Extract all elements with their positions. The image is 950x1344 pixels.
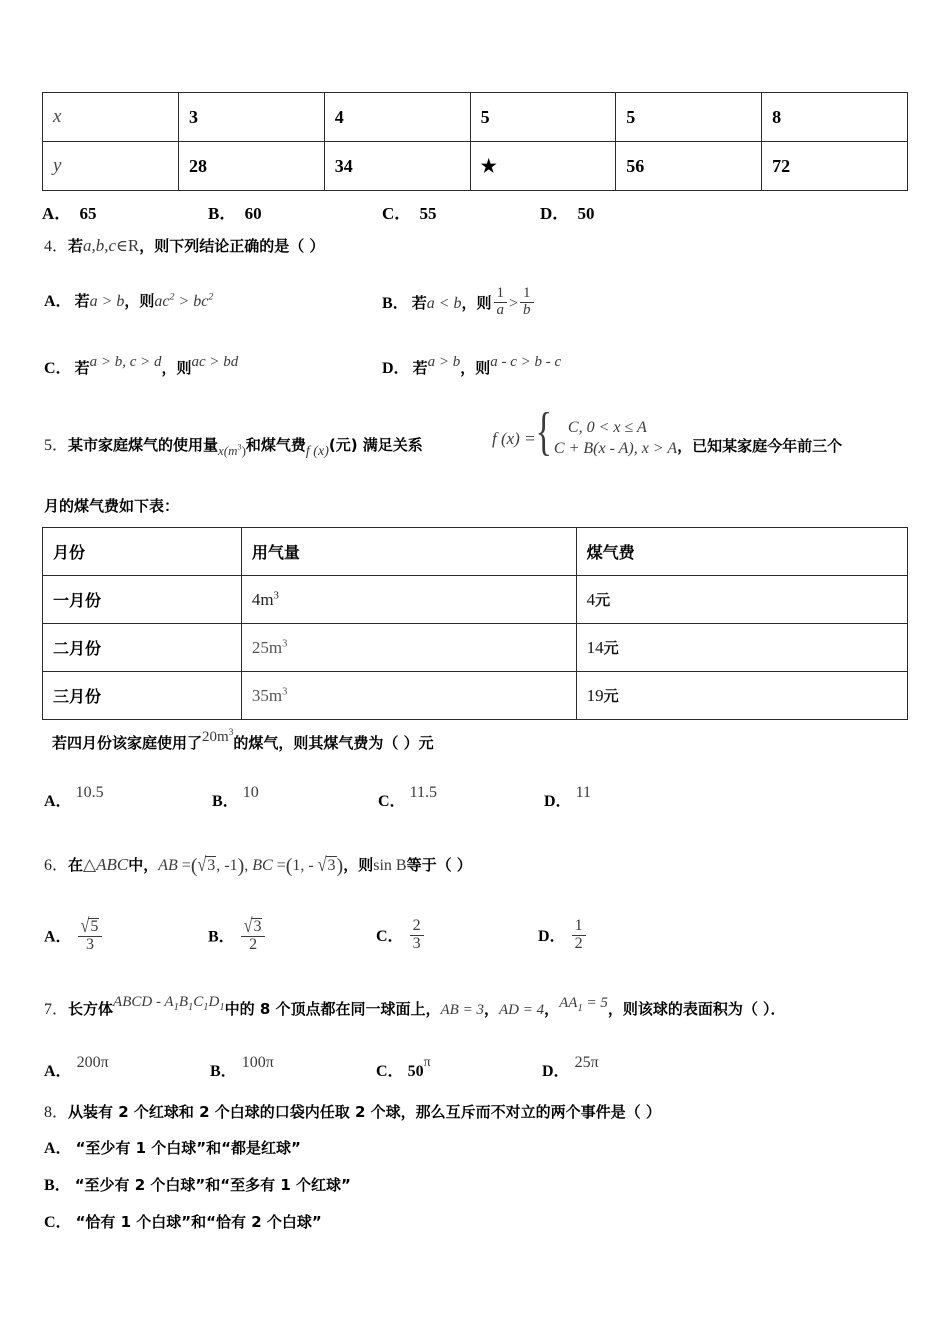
fraction-denominator: a [496, 301, 505, 318]
table-header-cell [576, 528, 907, 576]
table-cell-star: ★ [470, 142, 616, 191]
piecewise-function [492, 403, 843, 462]
question-number: 8． [44, 1104, 69, 1121]
fraction-sqrt5-over-3 [78, 915, 103, 954]
q3-option-c[interactable] [382, 199, 437, 224]
question-8-stem [44, 1099, 661, 1122]
option-ze: ，则 [161, 359, 192, 377]
question-5-followup [52, 728, 434, 753]
vector-ab-name: AB [158, 857, 178, 874]
edge-aa1-value [559, 995, 608, 1014]
fraction-numerator [78, 915, 103, 937]
option-ruo: 若 [74, 292, 90, 310]
comma: , [216, 857, 225, 874]
option-letter-d: D． [544, 793, 572, 810]
separator-2: ， [544, 1000, 560, 1018]
q6-option-d[interactable] [538, 916, 588, 955]
table-cell-usage [241, 624, 576, 672]
q8-option-b[interactable] [44, 1172, 351, 1195]
option-text-d: 25π [574, 1054, 599, 1071]
option-text-b: “至少有 2 个白球”和“至多有 1 个红球” [74, 1176, 351, 1194]
option-letter-b: B． [44, 1177, 71, 1194]
month-label: 一月份 [53, 591, 102, 610]
stem-text-1: 若 [68, 237, 84, 255]
option-letter-b: B． [212, 793, 239, 810]
option-condition: a > b, c > d [89, 354, 162, 370]
table-cell: 34 [324, 142, 470, 191]
followup-text-2: 的煤气，则其煤气费为（ ）元 [233, 734, 434, 752]
stem-text-2: 中的 8 个顶点都在同一球面上， [224, 1000, 441, 1018]
fraction-numerator: 1 [494, 286, 508, 303]
solid-base: ABCD - A [113, 994, 174, 1010]
paren-close: ) [237, 855, 245, 877]
fee-number: 19 [586, 686, 604, 705]
stem-in-symbol: ∈ [116, 238, 128, 255]
table-cell: 5 [616, 93, 762, 142]
option-text-c-pi: π [423, 1055, 431, 1070]
fee-unit: 元 [603, 687, 619, 705]
comma-3: , - [300, 857, 318, 874]
stem-text-3: (元) 满足关系 [328, 436, 423, 454]
option-condition: a < b [426, 295, 462, 313]
question-4-stem [44, 233, 325, 256]
fee-value [587, 638, 619, 657]
option-letter-c: C． [376, 1063, 404, 1080]
q6-option-b[interactable] [208, 915, 267, 956]
stem-text-1: 在 [68, 856, 84, 874]
radicand: 3 [253, 917, 262, 935]
case-row-1: C, 0 < x ≤ A [567, 419, 647, 437]
paren-open: ( [190, 855, 198, 877]
fraction-denominator: 2 [249, 935, 258, 953]
q6-option-a[interactable] [44, 915, 104, 956]
concl-base-1: ac [154, 293, 170, 310]
q4-option-c[interactable] [44, 355, 238, 378]
fraction-numerator: 1 [572, 918, 586, 936]
fraction-numerator [241, 915, 266, 937]
q6-option-c[interactable] [376, 916, 426, 955]
stem-text-1: 某市家庭煤气的使用量 [68, 436, 219, 454]
table-header-cell [241, 528, 576, 576]
question-5-stem-line1 [44, 432, 423, 459]
gas-fee-table [42, 527, 908, 720]
case-row-2: C + B(x - A), x > A [553, 440, 678, 458]
option-letter-a: A． [44, 1140, 72, 1157]
fee-value [587, 686, 619, 705]
stem-set-R: R [127, 236, 140, 255]
fee-unit: 元 [595, 591, 611, 609]
function-f-of-x: f (x) [305, 444, 329, 459]
equals-sign-2: = [276, 857, 286, 874]
option-text-a: “至少有 1 个白球”和“都是红球” [75, 1139, 301, 1157]
option-letter-a: A． [44, 928, 72, 946]
question-number: 7． [44, 1001, 69, 1018]
option-ruo: 若 [411, 294, 427, 313]
option-letter-c: C． [44, 360, 72, 377]
option-text-d: 11 [575, 784, 591, 801]
q5-option-c[interactable] [378, 784, 437, 811]
radical-sign: √ [317, 854, 327, 876]
radicand: 3 [327, 857, 336, 874]
cases-block [535, 403, 678, 462]
option-letter-d: D． [382, 360, 410, 377]
variable-x-label: x [53, 106, 62, 127]
option-letter-b: B． [208, 204, 237, 223]
fraction-one-over-a [494, 286, 508, 319]
stem-text-2: 和煤气费 [245, 436, 306, 454]
fraction-sqrt3-over-2 [241, 915, 266, 954]
sqrt-3-b [318, 856, 337, 875]
option-letter-c: C． [44, 1214, 72, 1231]
table-cell: 56 [616, 142, 762, 191]
option-text-c-base: 50 [407, 1063, 424, 1080]
header-fee: 煤气费 [586, 543, 635, 562]
table-row [43, 624, 908, 672]
q8-option-a[interactable] [44, 1135, 301, 1158]
aa1-base: AA [559, 995, 578, 1011]
option-text-a: 10.5 [75, 784, 104, 801]
solid-d: D [208, 994, 220, 1010]
q4-option-d[interactable] [382, 355, 561, 378]
table-cell-month [43, 576, 242, 624]
stem-text-4: 等于（ ） [406, 856, 472, 874]
q3-option-d[interactable] [540, 199, 595, 224]
amount-exponent: 3 [228, 728, 234, 738]
stem-text-3: ，则 [343, 856, 374, 874]
table-header-cell [43, 528, 242, 576]
q5-option-b[interactable] [212, 784, 259, 811]
sin-b-text: sin B [373, 857, 407, 874]
sqrt-3 [243, 915, 263, 937]
variable-x-m3 [218, 443, 246, 458]
paren-close-2: ) [336, 855, 344, 877]
option-letter-d: D． [542, 1063, 570, 1080]
radical-sign: √ [243, 915, 253, 937]
solid-sub-3: 1 [203, 1002, 209, 1013]
table-cell: 72 [762, 142, 908, 191]
question-5-stem-line2 [44, 495, 179, 516]
x-m-exponent: 3 [237, 442, 242, 452]
followup-amount [202, 729, 233, 745]
option-letter-a: A． [44, 793, 72, 810]
radicand: 3 [207, 857, 216, 874]
fraction-denominator: 3 [412, 934, 421, 952]
table-row [43, 142, 908, 191]
month-label: 二月份 [53, 639, 102, 658]
option-letter-a: A． [44, 293, 72, 310]
option-text-a: 65 [79, 204, 97, 223]
stem-vars: a,b,c [83, 236, 117, 255]
aa1-number: = 5 [582, 995, 608, 1011]
solid-sub-1: 1 [173, 1002, 179, 1013]
table-cell: 8 [762, 93, 908, 142]
q7-option-b[interactable] [210, 1054, 274, 1081]
usage-value [252, 590, 279, 609]
solid-c: C [193, 994, 204, 1010]
cases-rows [554, 417, 677, 459]
fraction-2-over-3 [410, 918, 424, 953]
table-cell-fee [576, 672, 907, 720]
table-cell-usage [241, 576, 576, 624]
table-cell: 28 [178, 142, 324, 191]
stem-text-1: 长方体 [68, 1000, 114, 1018]
fraction-denominator: 3 [85, 935, 94, 953]
table-cell-fee [576, 576, 907, 624]
q7-option-d[interactable] [542, 1054, 599, 1081]
option-letter-b: B． [382, 295, 409, 313]
question-6-stem [44, 852, 472, 878]
q7-option-c[interactable] [376, 1055, 431, 1081]
relation-symbol: > [509, 295, 519, 313]
table-cell-row-label [43, 142, 179, 191]
variable-y-label: y [53, 155, 62, 176]
option-text-c: 11.5 [409, 784, 437, 801]
option-letter-b: B． [210, 1063, 237, 1080]
usage-exponent: 3 [282, 685, 288, 697]
solid-b: B [178, 994, 189, 1010]
stem-text-2: ，则下列结论正确的是（ ） [139, 237, 325, 255]
usage-number: 25m [251, 637, 283, 657]
option-letter-a: A． [42, 204, 72, 223]
solid-sub-4: 1 [219, 1002, 225, 1013]
fee-number: 14 [586, 638, 604, 657]
q4-option-a[interactable] [44, 288, 213, 311]
q4-option-b[interactable] [382, 284, 536, 321]
table-row [43, 93, 908, 142]
table-cell-row-label [43, 93, 179, 142]
usage-number: 35m [251, 685, 283, 705]
vector-ab [158, 854, 344, 877]
fraction-numerator: 1 [520, 286, 534, 303]
question-7-stem [44, 996, 786, 1021]
solid-sub-2: 1 [188, 1002, 194, 1013]
fraction-1-over-2 [572, 918, 586, 953]
table-cell-month [43, 624, 242, 672]
radical-sign: √ [197, 854, 207, 876]
data-table-xy [42, 92, 908, 191]
sin-b [373, 857, 406, 874]
q3-option-b[interactable] [208, 199, 262, 224]
table-row [43, 576, 908, 624]
fx-label: f (x) = [492, 429, 536, 449]
usage-value [252, 686, 288, 705]
stem-text: 从装有 2 个红球和 2 个白球的口袋内任取 2 个球，那么互斥而不对立的两个事件是（ ） [68, 1103, 661, 1121]
amount-number: 20m [202, 729, 229, 745]
radicand: 5 [90, 917, 99, 935]
q8-option-c[interactable] [44, 1209, 322, 1232]
left-brace: { [535, 403, 552, 462]
option-text-d: 50 [577, 204, 595, 223]
q7-option-a[interactable] [44, 1054, 109, 1081]
vector-bc-x: 1 [292, 857, 301, 874]
option-text-b: 10 [242, 784, 259, 801]
edge-ad-value: AD = 4 [498, 1002, 545, 1018]
option-letter-c: C． [382, 204, 412, 223]
concl-sup-1: 2 [169, 291, 175, 303]
edge-ab-value: AB = 3 [440, 1002, 484, 1018]
option-condition: a > b [89, 293, 125, 310]
paren-open-2: ( [285, 855, 293, 877]
option-condition: a > b [427, 354, 461, 370]
table-cell-usage [241, 672, 576, 720]
followup-text-1: 若四月份该家庭使用了 [52, 734, 203, 752]
table-header-row [43, 528, 908, 576]
question-number: 5． [44, 437, 69, 454]
x-m-close: ) [241, 443, 246, 458]
option-letter-d: D． [538, 928, 566, 946]
header-month: 月份 [53, 543, 86, 562]
triangle-abc: △ABC [83, 855, 129, 874]
table-cell: 3 [178, 93, 324, 142]
option-letter-b: B． [208, 928, 235, 946]
table-cell: 5 [470, 93, 616, 142]
q5-option-a[interactable] [44, 784, 104, 811]
month-label: 三月份 [53, 687, 102, 706]
table-row [43, 672, 908, 720]
option-text-a: 200π [76, 1054, 109, 1071]
option-ruo: 若 [412, 359, 428, 377]
option-ruo: 若 [74, 359, 90, 377]
fraction-numerator: 2 [410, 918, 424, 936]
table-cell-fee [576, 624, 907, 672]
stem-text-4: ，已知某家庭今年前三个 [677, 436, 843, 455]
radical-sign: √ [80, 915, 90, 937]
aa1-sub: 1 [577, 1003, 583, 1014]
sqrt-3 [197, 856, 216, 875]
vector-bc-name: BC [252, 857, 273, 874]
concl-sup-2: 2 [208, 291, 214, 303]
concl-base-2: bc [193, 293, 209, 310]
q3-option-a[interactable] [42, 199, 97, 224]
q5-option-d[interactable] [544, 784, 591, 811]
question-number: 6． [44, 857, 69, 874]
comma-2: , [244, 857, 253, 874]
fraction-denominator: b [523, 301, 531, 318]
option-conclusion [154, 293, 213, 310]
option-letter-c: C． [378, 793, 406, 810]
stem-text-5: 月的煤气费如下表： [44, 497, 180, 515]
table-cell: 4 [324, 93, 470, 142]
stem-text-2: 中， [128, 856, 159, 874]
x-m-base: x(m [218, 443, 238, 458]
vector-ab-y: -1 [224, 857, 238, 874]
separator-1: ， [483, 1000, 499, 1018]
fee-number: 4 [586, 590, 596, 609]
option-text-c: “恰有 1 个白球”和“恰有 2 个白球” [75, 1213, 322, 1231]
usage-value [252, 638, 288, 657]
option-text-c: 55 [419, 204, 437, 223]
option-conclusion: a - c > b - c [490, 354, 562, 370]
option-letter-a: A． [44, 1063, 72, 1080]
option-ze: ，则 [460, 359, 491, 377]
stem-text-3: ，则该球的表面积为（ ）． [607, 1000, 786, 1018]
usage-number: 4m [251, 589, 274, 609]
option-ze: ，则 [124, 292, 155, 310]
option-letter-d: D． [540, 204, 570, 223]
question-number: 4． [44, 238, 69, 255]
table-cell-month [43, 672, 242, 720]
usage-exponent: 3 [273, 589, 279, 601]
concl-relation: > [174, 293, 194, 310]
usage-exponent: 3 [282, 637, 288, 649]
sqrt-5 [80, 915, 100, 937]
option-ze: ，则 [461, 294, 492, 313]
option-text-b: 100π [241, 1054, 274, 1071]
header-usage: 用气量 [251, 543, 300, 562]
fee-unit: 元 [603, 639, 619, 657]
fraction-one-over-b [520, 286, 534, 319]
option-conclusion: ac > bd [191, 354, 239, 370]
fee-value [587, 590, 611, 609]
fraction-denominator: 2 [574, 934, 583, 952]
equals-sign: = [181, 857, 191, 874]
option-text-b: 60 [244, 204, 262, 223]
option-letter-c: C． [376, 928, 404, 946]
solid-name [113, 994, 225, 1013]
